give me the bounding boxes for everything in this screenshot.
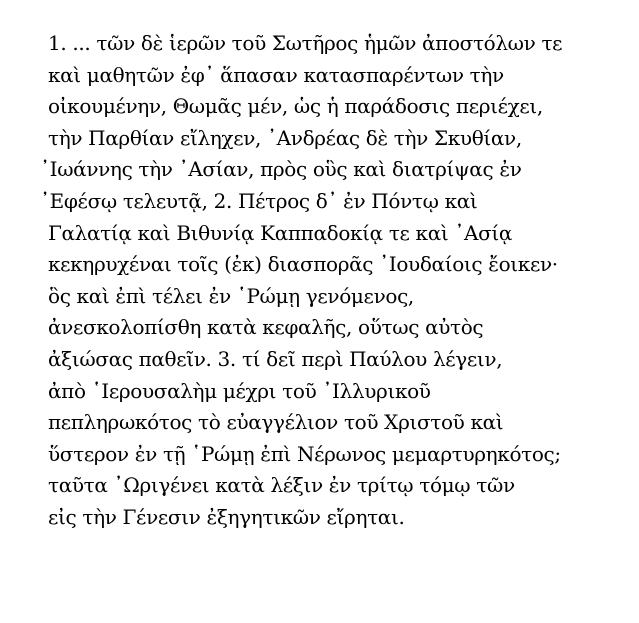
text-line-9: ὃς καὶ ἐπὶ τέλει ἐν ῾Ρώμῃ γενόμενος, <box>48 283 414 308</box>
text-line-8: κεκηρυχέναι τοῖς (ἐκ) διασπορᾶς ᾽Ιουδαίοις ἔοικεν· <box>48 252 558 277</box>
text-line-1: 1. ... τῶν δὲ ἱερῶν τοῦ Σωτῆρος ἡμῶν ἀποστόλων τε <box>48 31 563 55</box>
text-line-5: ᾽Ιωάννης τὴν ᾽Ασίαν, πρὸς οὓς καὶ διατρίψας ἐν <box>40 157 522 182</box>
text-line-3: οἰκουμένην, Θωμᾶς μέν, ὡς ἡ παράδοσις περιέχει, <box>48 94 543 119</box>
text-line-14: ὕστερον ἐν τῇ ῾Ρώμῃ ἐπὶ Νέρωνος μεμαρτυρηκότος; <box>48 441 561 466</box>
text-line-13: πεπληρωκότος τὸ εὐαγγέλιον τοῦ Χριστοῦ καὶ <box>48 410 504 435</box>
text-line-11: ἀξιώσας παθεῖν. 3. τί δεῖ περὶ Παύλου λέγειν, <box>48 346 503 371</box>
text-line-2: καὶ μαθητῶν ἐφ᾽ ἅπασαν κατασπαρέντων τὴν <box>48 62 504 87</box>
greek-text-block <box>40 28 625 534</box>
text-line-7: Γαλατίᾳ καὶ Βιθυνίᾳ Καππαδοκίᾳ τε καὶ ᾽Ασίᾳ <box>48 220 513 245</box>
text-line-6: ᾽Εφέσῳ τελευτᾷ, 2. Πέτρος δ᾽ ἐν Πόντῳ καὶ <box>40 188 478 213</box>
text-line-16: εἰς τὴν Γένεσιν ἐξηγητικῶν εἴρηται. <box>48 504 405 529</box>
text-line-10: ἀνεσκολοπίσθη κατὰ κεφαλῆς, οὕτως αὐτὸς <box>48 315 484 340</box>
text-line-12: ἀπὸ ῾Ιερουσαλὴμ μέχρι τοῦ ᾽Ιλλυρικοῦ <box>48 378 431 403</box>
text-line-15: ταῦτα ᾽Ωριγένει κατὰ λέξιν ἐν τρίτῳ τόμῳ τῶν <box>48 473 515 498</box>
text-line-4: τὴν Παρθίαν εἴληχεν, ᾽Ανδρέας δὲ τὴν Σκυθίαν, <box>48 125 522 150</box>
